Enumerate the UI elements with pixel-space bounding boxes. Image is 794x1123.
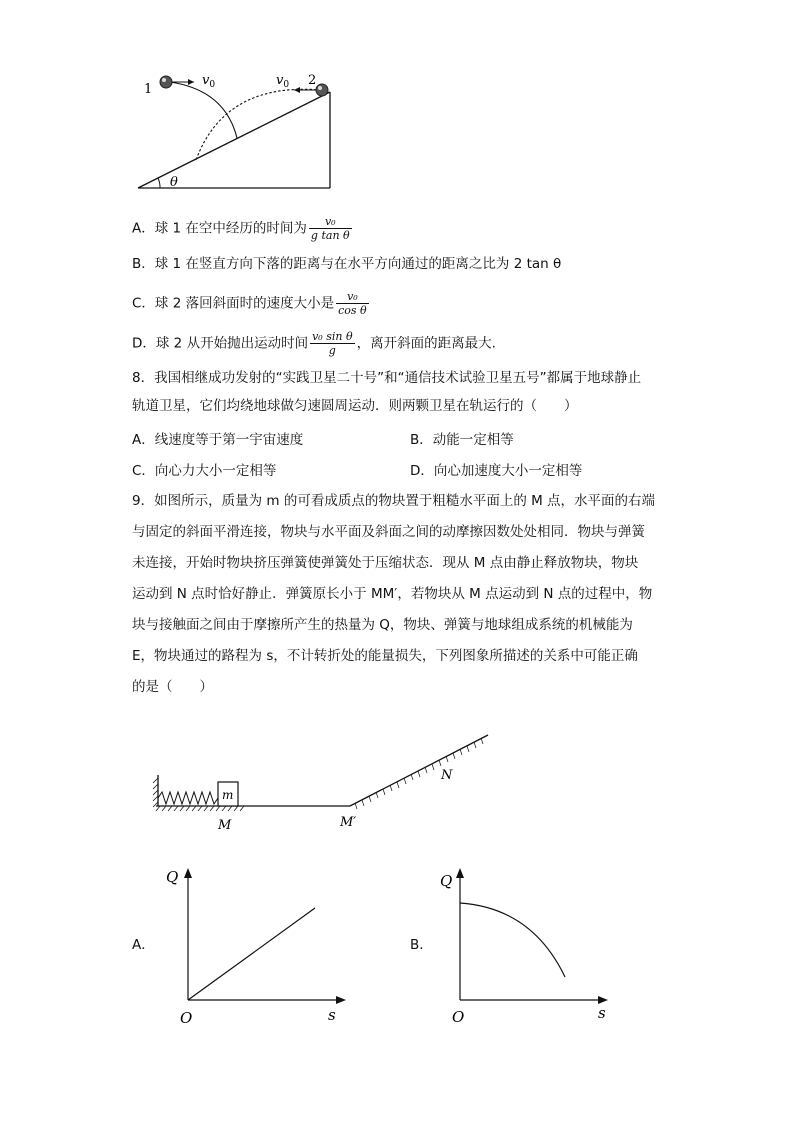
q7-option-c: C．球 2 落回斜面时的速度大小是 $\frac{\text{v₀}}{\text{cos θ}}$ [132,290,367,317]
q7-option-a-fraction: $\frac{\text{v₀}}{\text{g tan θ}}$ [310,215,350,242]
graph-b [432,860,632,1030]
graph-b-x-label: s [598,1004,606,1022]
q8-stem: 8．我国相继成功发射的“实践卫星二十号”和“通信技术试验卫星五号”都属于地球静止 轨道卫星，它们均绕地球做匀速圆周运动．则两颗卫星在轨运行的（ ） [132,370,642,414]
ball1-label: 1 [144,82,153,97]
graph-b-origin-label: O [452,1008,465,1026]
graph-a [160,860,360,1030]
q7-option-d: D．球 2 从开始抛出运动时间 $\frac{\text{v₀ sin θ}}{g}$ ，离开斜面的距离最大. [132,330,496,357]
ball2-label: 2 [308,73,317,88]
q7-option-d-fraction: $\frac{\text{v₀ sin θ}}{g}$ [312,330,353,357]
ball1-velocity-arrow [188,79,194,85]
graph-b-option-label: B． [410,937,433,953]
ball2-velocity-arrow [294,87,300,93]
graph-a-option-label: A． [132,937,155,953]
point-n-label: N [441,768,453,783]
graph-a-curve [188,908,315,1000]
angle-arc [158,178,160,188]
q7-option-b: B．球 1 在竖直方向下落的距离与在水平方向通过的距离之比为 2 tan θ [132,256,562,272]
q8-option-a: A．线速度等于第一宇宙速度 [132,432,304,448]
point-m-prime-label: M′ [340,815,357,830]
spring [158,792,218,804]
graph-a-x-label: s [328,1006,336,1024]
incline [350,735,488,806]
v0-label-1: $v_0$ [202,73,216,90]
graph-a-origin-label: O [180,1009,193,1027]
q9-stem: 9．如图所示，质量为 m 的可看成质点的物块置于粗糙水平面上的 M 点，水平面的右端 与固定的斜面平滑连接，物块与水平面及斜面之间的动摩擦因数处处相同．物块与弹簧 未连接，开始时物块挤压弹簧使弹簧处于压缩状态．现从 M 点由静止释放物块，物块 运动到 N 点时恰好静止．弹簧原长小于 MM′，若物块从 M 点运动到 N 点的过程中，物 块与接触面之间由于摩擦所产生的热量为 Q，物块、弹簧与地球组成系统的机械能为 E，物块通过的路程为 s，不计转折处的能量损失，下列图象所描述的关系中可能正确 的是（ ） [132,493,656,695]
q8-option-b: B．动能一定相等 [410,432,514,448]
graph-a-y-label: Q [166,868,179,886]
q8-option-d: D．向心加速度大小一定相等 [410,463,583,479]
projectile-incline-figure [130,62,350,194]
graph-b-y-label: Q [440,872,453,890]
q8-option-c: C．向心力大小一定相等 [132,463,277,479]
point-m-label: M [218,818,232,833]
ball1 [160,76,172,88]
v0-label-2: $v_0$ [276,73,290,90]
q7-option-c-fraction: $\frac{\text{v₀}}{\text{cos θ}}$ [338,290,367,317]
q7-option-a: A．球 1 在空中经历的时间为 $\frac{\text{v₀}}{\text{g tan θ}}$ [132,215,350,242]
spring-block-incline-figure [150,730,495,835]
block-label: m [222,788,234,802]
angle-label: θ [170,175,178,190]
incline-slope [138,92,330,188]
graph-b-curve [460,903,565,977]
ball1-trajectory [170,82,237,138]
ball2 [316,84,328,96]
